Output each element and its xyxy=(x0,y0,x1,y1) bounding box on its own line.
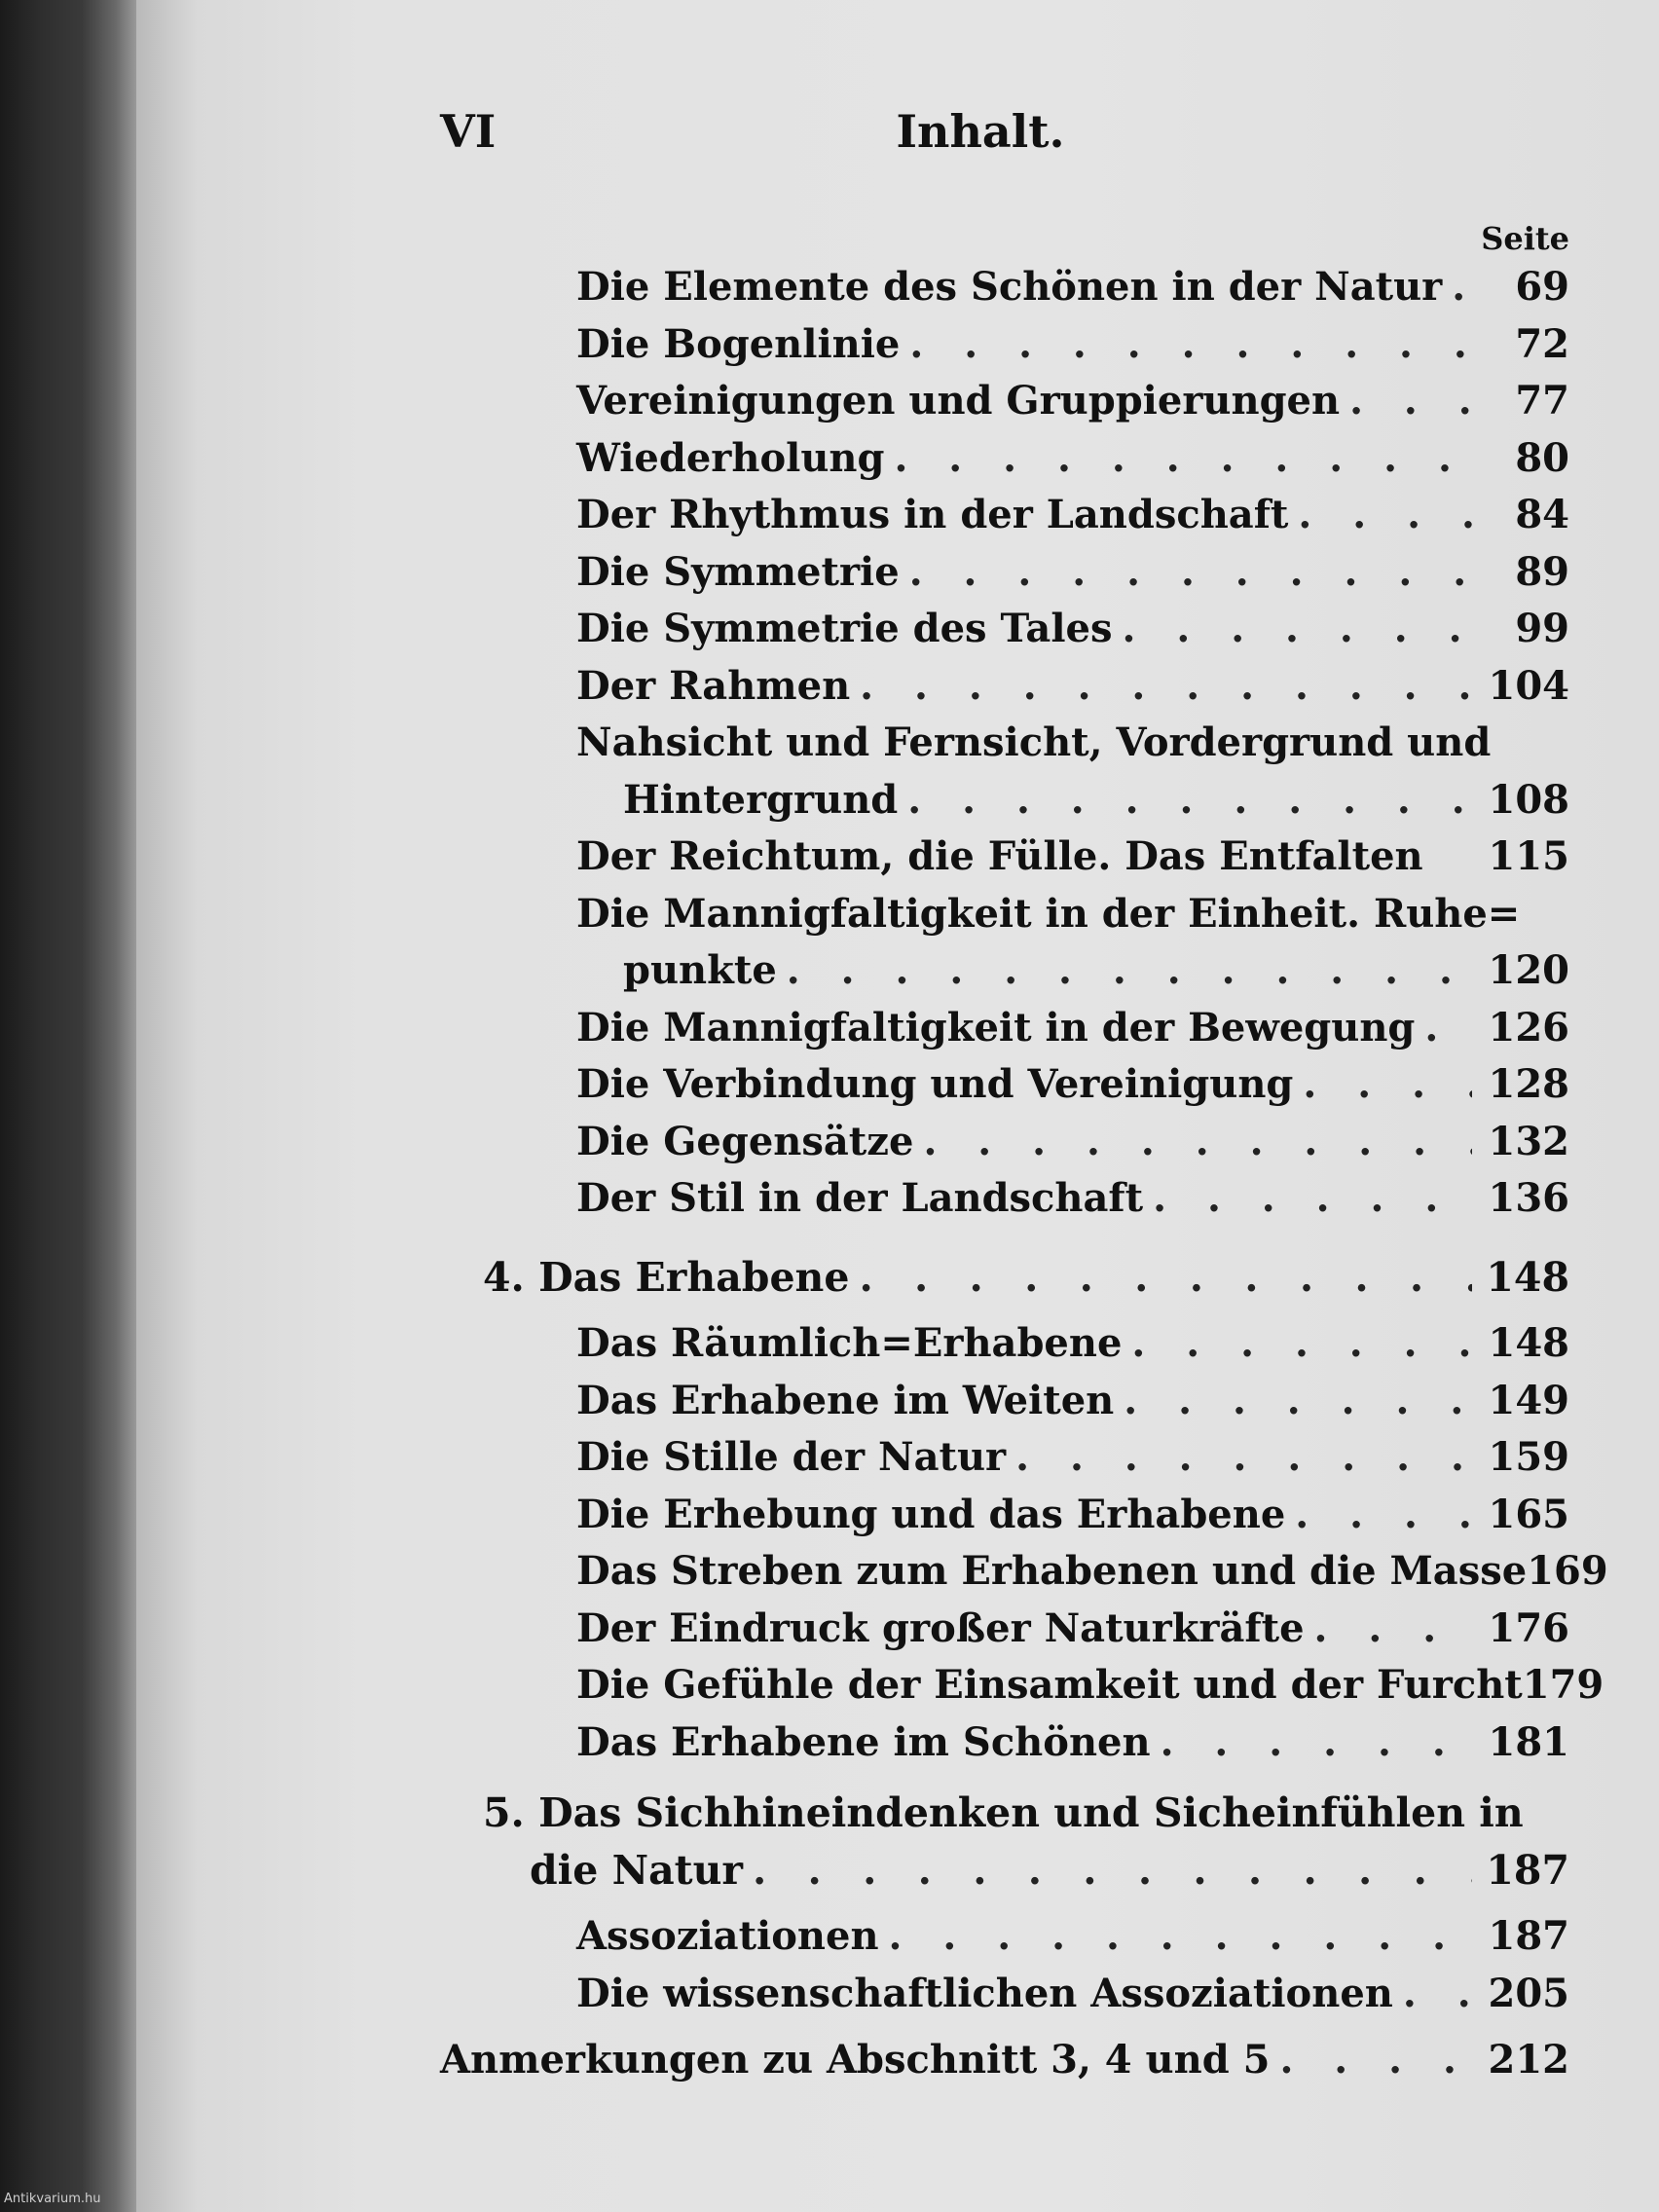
toc-entry: Die Gegensätze . . . 132 xyxy=(136,1114,1659,1171)
toc-entry: Die wissenschaftlichen Assoziationen . . . 205 xyxy=(136,1966,1659,2023)
toc-entry: Die Symmetrie des Tales . . . 99 xyxy=(136,601,1659,658)
toc-entry: Die Mannigfaltigkeit in der Bewegung . . . 126 xyxy=(136,1000,1659,1057)
toc-entry: Die Erhebung und das Erhabene . . . 165 xyxy=(136,1487,1659,1544)
toc-entry: Die Verbindung und Vereinigung . . . 128 xyxy=(136,1056,1659,1114)
toc-entry: Das Erhabene im Weiten . . . 149 xyxy=(136,1373,1659,1430)
column-label: Seite xyxy=(1481,220,1569,257)
book-spine xyxy=(0,0,136,2212)
toc-entry: Vereinigungen und Gruppierungen . . . 77 xyxy=(136,373,1659,430)
toc-entry: Die Gefühle der Einsamkeit und der Furcht 179 xyxy=(576,1662,1604,1708)
toc-entry: Wiederholung . . . 80 xyxy=(136,430,1659,488)
book-page xyxy=(136,0,1659,2212)
toc-entry: Das Streben zum Erhabenen und die Masse 169 xyxy=(576,1548,1608,1594)
toc-entry: Die Symmetrie . . . 89 xyxy=(136,544,1659,602)
toc-section-heading: 4. Das Erhabene . . . 148 xyxy=(136,1249,1659,1307)
toc-entry: Assoziationen . . . 187 xyxy=(136,1908,1659,1966)
toc-entry-line1: Die Mannigfaltigkeit in der Einheit. Ruhe= xyxy=(576,890,1521,937)
toc-entry: Die Bogenlinie . . . 72 xyxy=(136,316,1659,374)
toc-entry: Der Stil in der Landschaft . . . 136 xyxy=(136,1170,1659,1228)
toc-entry: Der Rahmen . . . 104 xyxy=(136,658,1659,716)
toc-entry: Der Reichtum, die Fülle. Das Entfalten 115 xyxy=(576,833,1569,879)
toc-entry: Der Eindruck großer Naturkräfte . . . 176 xyxy=(136,1601,1659,1658)
watermark: Antikvarium.hu xyxy=(4,2192,101,2206)
table-of-contents xyxy=(136,259,1659,2089)
running-title: Inhalt. xyxy=(896,105,1065,158)
toc-entry-notes: Anmerkungen zu Abschnitt 3, 4 und 5 . . . 212 xyxy=(136,2032,1659,2089)
toc-entry-line2: punkte . . . 120 xyxy=(136,942,1659,1000)
toc-entry-line1: Nahsicht und Fernsicht, Vordergrund und xyxy=(576,719,1492,765)
toc-entry: Der Rhythmus in der Landschaft . . . 84 xyxy=(136,487,1659,544)
page-number: VI xyxy=(440,105,497,158)
toc-section-heading-line1: 5. Das Sichhineindenken und Sicheinfühlen in xyxy=(483,1789,1524,1836)
toc-entry: Die Elemente des Schönen in der Natur . . . 69 xyxy=(136,259,1659,316)
toc-entry: Das Räumlich=Erhabene . . . 148 xyxy=(136,1315,1659,1373)
toc-entry-line2: Hintergrund . . . 108 xyxy=(136,772,1659,830)
toc-section-heading-line2: die Natur . . . 187 xyxy=(136,1842,1659,1899)
toc-entry: Das Erhabene im Schönen . . . 181 xyxy=(136,1714,1659,1772)
toc-entry: Die Stille der Natur . . . 159 xyxy=(136,1429,1659,1487)
page-header xyxy=(136,105,1659,164)
